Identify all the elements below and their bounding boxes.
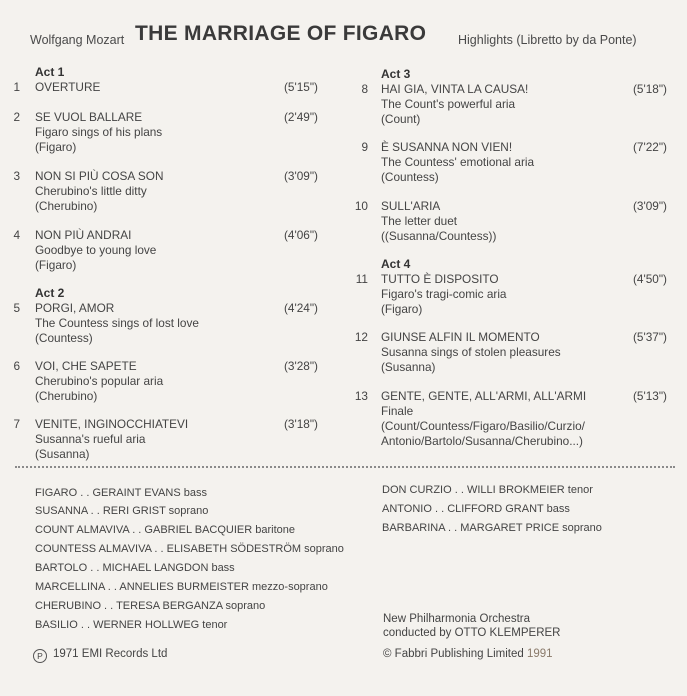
track-duration: (3'18") [284,417,318,431]
track-singer: (Countess) [35,331,93,345]
track-duration: (5'15") [284,80,318,94]
track-name: VOI, CHE SAPETE [35,359,137,373]
cast-member: COUNTESS ALMAVIVA . . ELISABETH SÖDESTRÖM soprano [35,543,344,555]
cast-member: ANTONIO . . CLIFFORD GRANT bass [382,503,570,515]
phonogram-icon: P [33,649,47,663]
phonographic-copyright [33,648,167,663]
track-number: 9 [361,140,368,154]
album-title: THE MARRIAGE OF FIGARO [135,22,427,45]
track-duration: (2'49") [284,110,318,124]
track-description: Figaro sings of his plans [35,125,163,139]
track-number: 4 [13,228,20,242]
track-duration: (3'09") [633,199,667,213]
cast-member: DON CURZIO . . WILLI BROKMEIER tenor [382,484,593,496]
cast-member: SUSANNA . . RERI GRIST soprano [35,505,209,517]
track-number: 7 [13,417,20,431]
act-1-heading: Act 1 [35,65,65,79]
track-number: 1 [13,80,20,94]
cast-member: MARCELLINA . . ANNELIES BURMEISTER mezzo-soprano [35,581,328,593]
track-description: Susanna's rueful aria [35,432,146,446]
track-name: GENTE, GENTE, ALL'ARMI, ALL'ARMI [381,389,587,403]
act-3-heading: Act 3 [381,67,411,81]
track-description: Goodbye to young love [35,243,157,257]
track-name: PORGI, AMOR [35,301,115,315]
album-subtitle: Highlights (Libretto by da Ponte) [458,33,637,47]
track-number: 8 [361,82,368,96]
track-singer: (Countess) [381,170,439,184]
track-duration: (4'24") [284,301,318,315]
track-description: Cherubino's little ditty [35,184,147,198]
track-description: Finale [381,404,414,418]
dotted-divider [15,466,675,468]
cast-member: CHERUBINO . . TERESA BERGANZA soprano [35,600,266,612]
cast-member: BASILIO . . WERNER HOLLWEG tenor [35,619,228,631]
track-number: 13 [354,389,368,403]
track-singer: (Figaro) [35,140,77,154]
conductor: conducted by OTTO KLEMPERER [383,627,561,639]
track-number: 12 [354,330,368,344]
act-2-heading: Act 2 [35,286,65,300]
orchestra-credit [383,612,560,640]
track-description: The letter duet [381,214,458,228]
composer: Wolfgang Mozart [30,33,125,47]
cast-member: COUNT ALMAVIVA . . GABRIEL BACQUIER baritone [35,524,296,536]
track-description: Susanna sings of stolen pleasures [381,345,561,359]
track-duration: (3'09") [284,169,318,183]
track-duration: (3'28") [284,359,318,373]
track-description: Cherubino's popular aria [35,374,164,388]
track-description: The Countess sings of lost love [35,316,199,330]
track-description: Figaro's tragi-comic aria [381,287,507,301]
publisher-copyright [383,648,553,660]
publisher-copyright-text: © Fabbri Publishing Limited [383,648,524,660]
cast-member: FIGARO . . GERAINT EVANS bass [35,487,207,499]
track-duration: (7'22") [633,140,667,154]
publisher-year: 1991 [527,648,553,660]
track-singer: (Susanna) [35,447,90,461]
track-number: 10 [354,199,368,213]
track-number: 5 [13,301,20,315]
record-label-copyright: 1971 EMI Records Ltd [53,648,168,660]
track-singer: (Cherubino) [35,389,98,403]
track-name: NON SI PIÙ COSA SON [35,169,164,183]
track-singer: (Figaro) [35,258,77,272]
track-number: 11 [355,272,368,286]
track-name: È SUSANNA NON VIEN! [381,140,513,154]
track-singer: (Figaro) [381,302,423,316]
track-name: GIUNSE ALFIN IL MOMENTO [381,330,540,344]
track-singer-continued: Antonio/Bartolo/Susanna/Cherubino...) [381,434,583,448]
track-singer: ((Susanna/Countess)) [381,229,497,243]
track-name: SE VUOL BALLARE [35,110,143,124]
track-name: VENITE, INGINOCCHIATEVI [35,417,189,431]
track-name: OVERTURE [35,80,101,94]
track-number: 2 [13,110,20,124]
track-description: The Count's powerful aria [381,97,516,111]
track-singer: (Cherubino) [35,199,98,213]
track-singer: (Count) [381,112,421,126]
track-singer: (Count/Countess/Figaro/Basilio/Curzio/ [381,419,585,433]
track-duration: (5'18") [633,82,667,96]
act-4-heading: Act 4 [381,257,411,271]
track-name: NON PIÙ ANDRAI [35,228,132,242]
cast-member: BARBARINA . . MARGARET PRICE soprano [382,522,602,534]
track-duration: (5'37") [633,330,667,344]
orchestra-name: New Philharmonia Orchestra [383,613,531,625]
track-duration: (4'50") [633,272,667,286]
track-name: TUTTO È DISPOSITO [381,272,499,286]
track-name: HAI GIA, VINTA LA CAUSA! [381,82,529,96]
track-name: SULL'ARIA [381,199,441,213]
track-singer: (Susanna) [381,360,436,374]
track-number: 6 [13,359,20,373]
track-duration: (5'13") [633,389,667,403]
cast-member: BARTOLO . . MICHAEL LANGDON bass [35,562,235,574]
track-description: The Countess' emotional aria [381,155,535,169]
track-duration: (4'06") [284,228,318,242]
track-number: 3 [13,169,20,183]
